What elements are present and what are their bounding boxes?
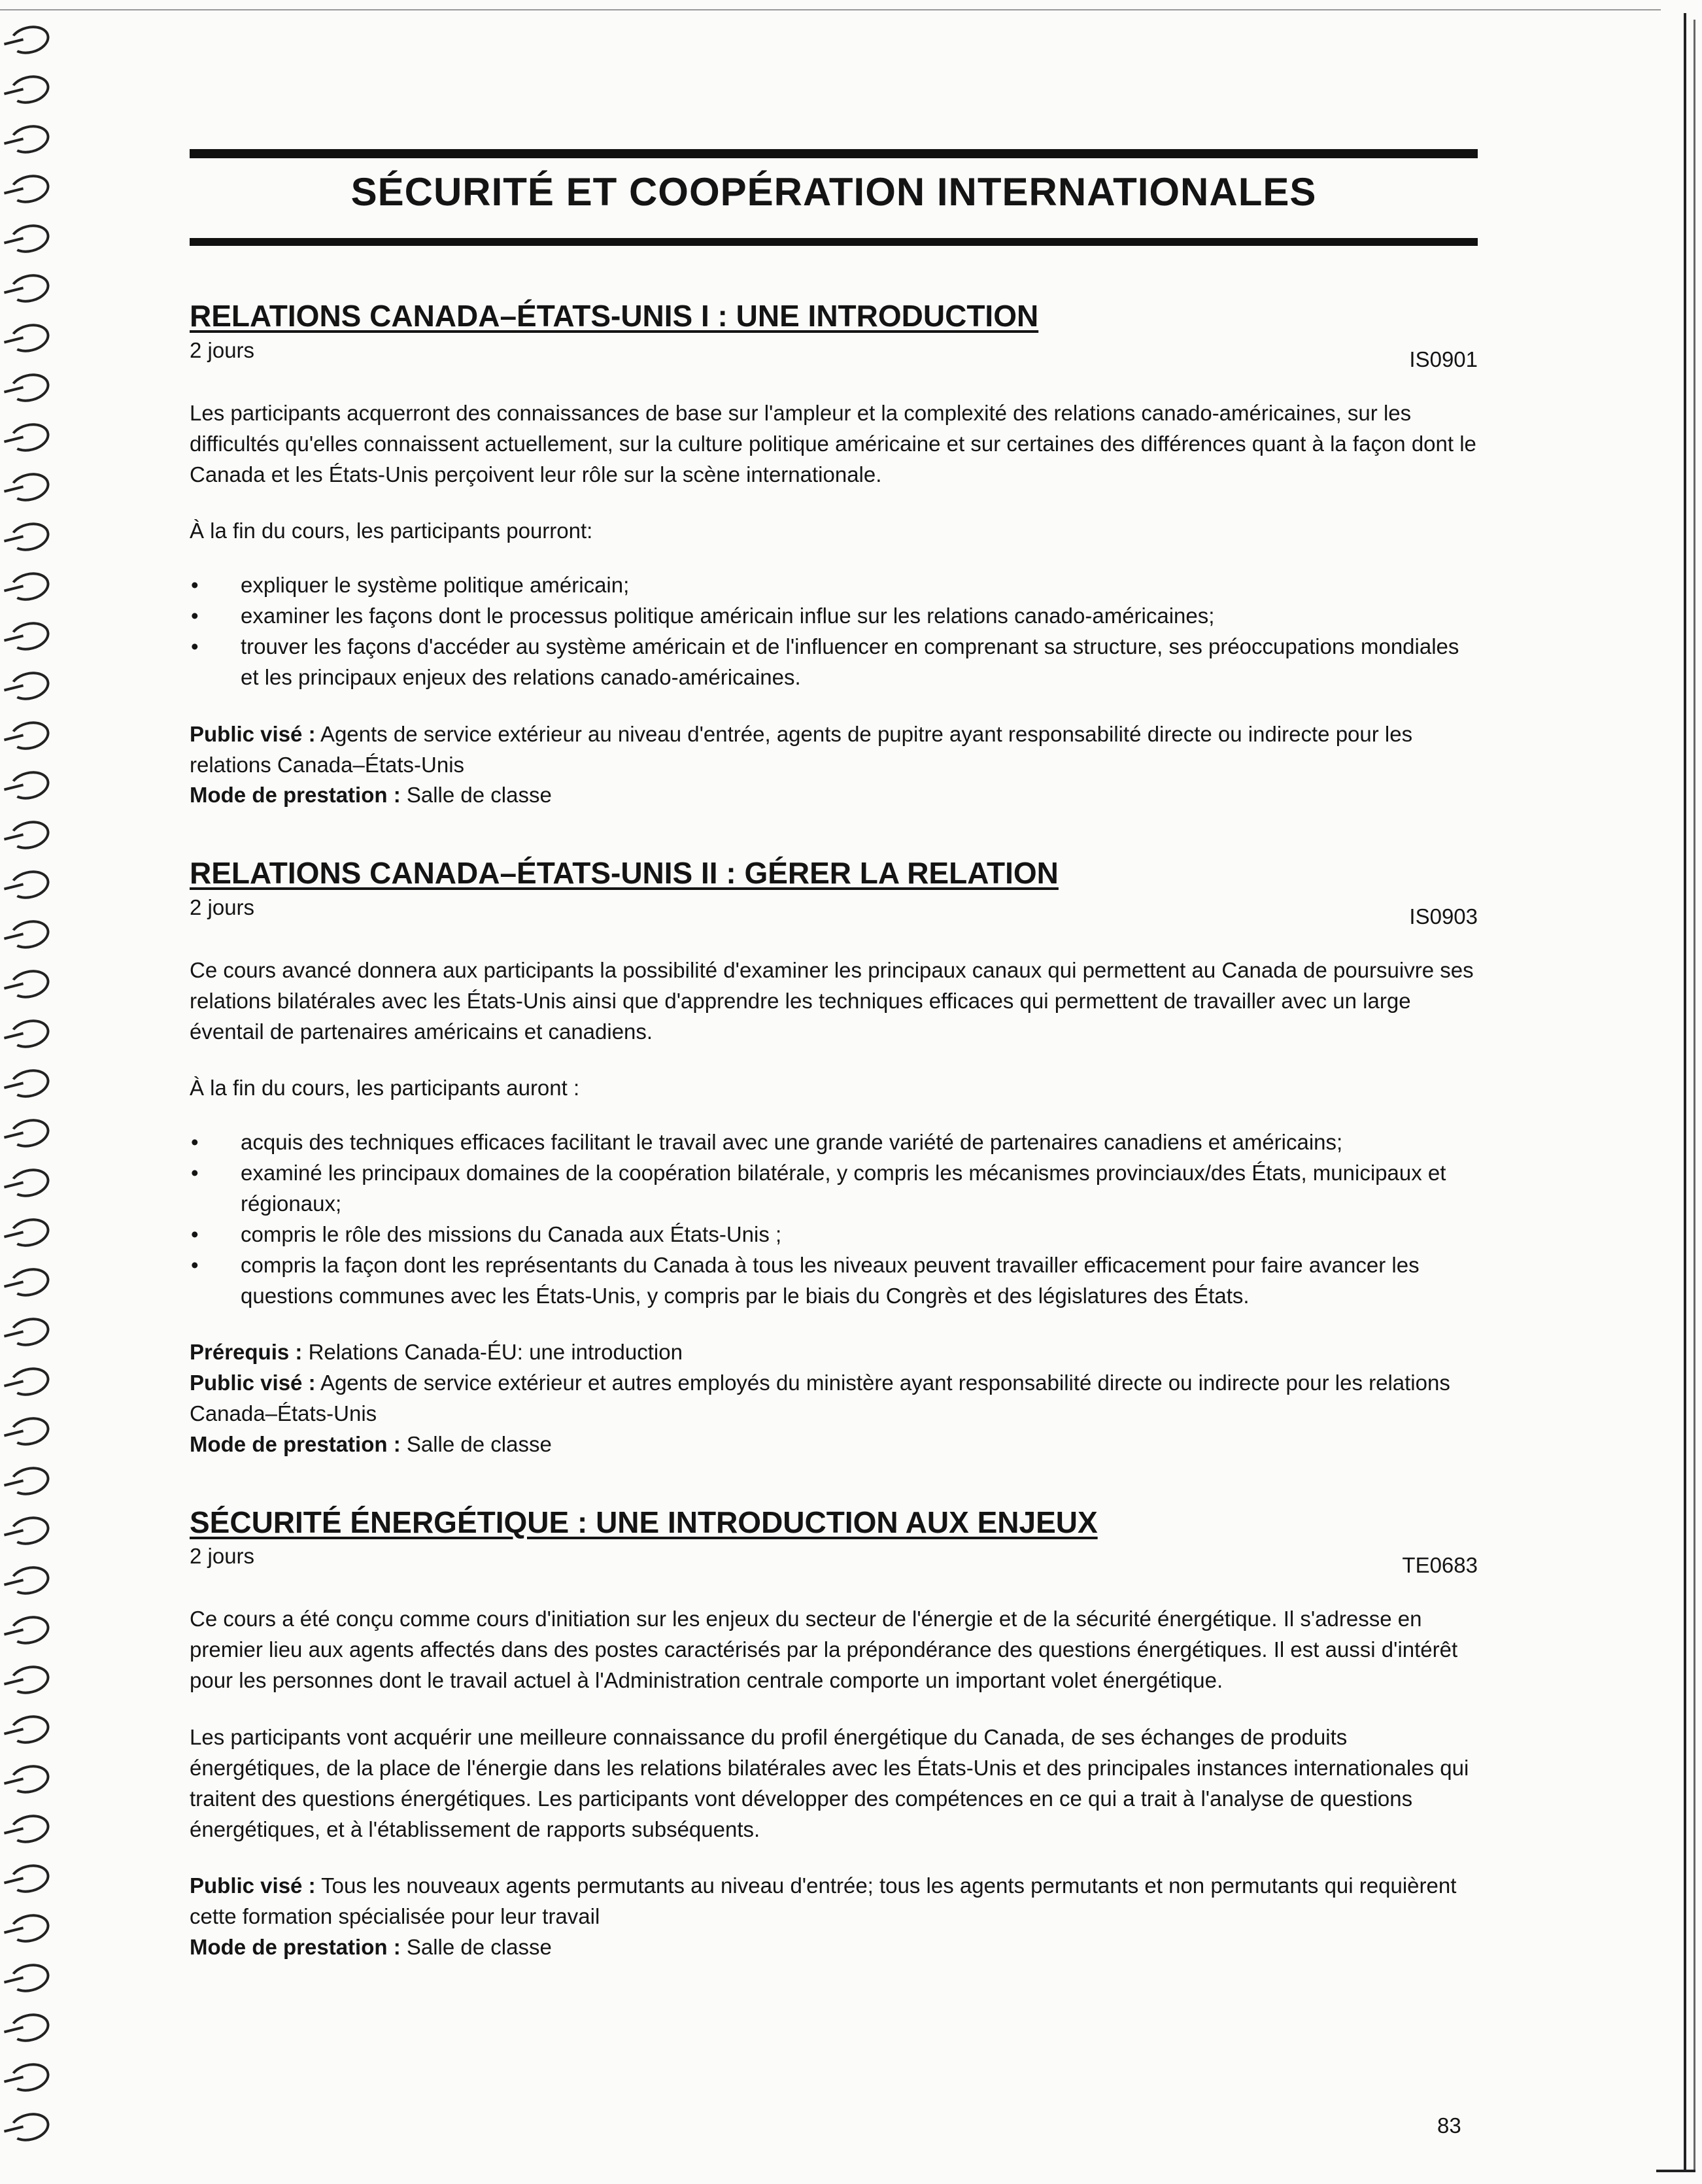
binding-ring — [7, 1811, 52, 1847]
binding-ring — [7, 320, 52, 356]
delivery-row — [190, 780, 1478, 811]
page-top-edge — [0, 9, 1661, 10]
binding-ring — [7, 121, 52, 158]
binding-ring — [7, 220, 52, 257]
binding-ring — [7, 1065, 52, 1102]
course-duration: 2 jours — [190, 895, 255, 919]
binding-ring — [7, 1512, 52, 1549]
binding-ring — [7, 2009, 52, 2046]
course-section — [190, 1506, 1478, 1963]
course-meta — [190, 1544, 1478, 1578]
delivery-value: Salle de classe — [406, 783, 552, 808]
binding-ring — [7, 916, 52, 953]
binding-ring — [7, 1662, 52, 1698]
delivery-value: Salle de classe — [406, 1935, 552, 1960]
course-objectives-list — [190, 570, 1478, 692]
list-item: • compris le rôle des missions du Canada aux États-Unis ; — [190, 1220, 1478, 1250]
binding-ring — [7, 1860, 52, 1897]
list-item: • examiner les façons dont le processus politique américain influe sur les relations canado-américaines; — [190, 601, 1478, 632]
binding-ring — [7, 668, 52, 704]
binding-ring — [7, 1711, 52, 1748]
audience-row — [190, 1871, 1478, 1932]
binding-ring — [7, 2109, 52, 2145]
course-objectives-intro: À la fin du cours, les participants pourront: — [190, 519, 593, 543]
document-page — [190, 149, 1478, 1963]
list-item: • compris la façon dont les représentants du Canada à tous les niveaux peuvent travailler efficacement pour faire avancer les questions communes avec les États-Unis, y compris par le biais du Congrès et des législatures des États. — [190, 1250, 1478, 1312]
course-description-2: Les participants vont acquérir une meilleure connaissance du profil énergétique du Canada, de ses échanges de produits énergétiques, de la place de l'énergie dans les relations bilatérales avec les États-Unis et des principales instances internationales qui traitent des questions énergétiques. Les participants vont développer des compétences en ce qui a trait à l'analyse de questions énergétiques, et à l'établissement de rapports subséquents. — [190, 1725, 1469, 1841]
page-title: SÉCURITÉ ET COOPÉRATION INTERNATIONALES — [350, 170, 1317, 214]
prerequisite-value: Relations Canada-ÉU: une introduction — [308, 1340, 683, 1365]
delivery-label: Mode de prestation : — [190, 783, 401, 808]
binding-ring — [7, 22, 52, 58]
binding-ring — [7, 1314, 52, 1350]
course-code: IS0901 — [1409, 347, 1478, 371]
course-info — [190, 1337, 1478, 1459]
binding-ring — [7, 1612, 52, 1648]
page-number: 83 — [1437, 2113, 1461, 2138]
course-section — [190, 857, 1478, 1460]
binding-ring — [7, 519, 52, 555]
binding-ring — [7, 2059, 52, 2096]
title-rule-bottom — [190, 238, 1478, 246]
binding-ring — [7, 568, 52, 605]
page-right-edge — [1684, 13, 1686, 2171]
binding-ring — [7, 1264, 52, 1301]
prerequisite-row — [190, 1337, 1478, 1368]
binding-ring — [7, 1960, 52, 1996]
list-item: • expliquer le système politique américain; — [190, 570, 1478, 601]
list-item: • trouver les façons d'accéder au système américain et de l'influencer en comprenant sa structure, ses préoccupations mondiales et les principaux enjeux des relations canado-américaines. — [190, 632, 1478, 693]
audience-label: Public visé : — [190, 1873, 316, 1898]
binding-ring — [7, 817, 52, 853]
delivery-row — [190, 1429, 1478, 1460]
binding-ring — [7, 1413, 52, 1450]
binding-ring — [7, 1761, 52, 1798]
binding-ring — [7, 1165, 52, 1201]
binding-ring — [7, 469, 52, 505]
delivery-label: Mode de prestation : — [190, 1935, 401, 1960]
course-meta — [190, 895, 1478, 929]
binding-ring — [7, 767, 52, 804]
delivery-value: Salle de classe — [406, 1432, 552, 1456]
binding-ring — [7, 717, 52, 754]
course-description: Ce cours a été conçu comme cours d'initiation sur les enjeux du secteur de l'énergie et de la sécurité énergétique. Il s'adresse en premier lieu aux agents affectés dans des postes caractérisés par la prépondérance des questions énergétiques. Il est aussi d'intérêt pour les personnes dont le travail actuel à l'Administration centrale comporte un important volet énergétique. — [190, 1607, 1458, 1693]
binding-ring — [7, 1015, 52, 1052]
course-objectives-intro: À la fin du cours, les participants auront : — [190, 1076, 580, 1101]
audience-row — [190, 1368, 1478, 1429]
course-section — [190, 299, 1478, 811]
course-title: RELATIONS CANADA–ÉTATS-UNIS I : UNE INTRODUCTION — [190, 299, 1039, 333]
course-code: IS0903 — [1409, 904, 1478, 929]
course-duration: 2 jours — [190, 337, 255, 362]
course-title: RELATIONS CANADA–ÉTATS-UNIS II : GÉRER LA RELATION — [190, 856, 1059, 891]
spiral-binding — [0, 26, 65, 2171]
binding-ring — [7, 1214, 52, 1251]
course-info — [190, 719, 1478, 811]
binding-ring — [7, 171, 52, 207]
page-right-edge-inner — [1693, 20, 1695, 2171]
binding-ring — [7, 1115, 52, 1152]
course-duration: 2 jours — [190, 1544, 255, 1569]
binding-ring — [7, 270, 52, 307]
audience-label: Public visé : — [190, 1371, 316, 1395]
binding-ring — [7, 1910, 52, 1947]
binding-ring — [7, 419, 52, 456]
delivery-label: Mode de prestation : — [190, 1432, 401, 1456]
list-item: • examiné les principaux domaines de la coopération bilatérale, y compris les mécanismes provinciaux/des États, municipaux et régionaux; — [190, 1158, 1478, 1220]
audience-value: Agents de service extérieur au niveau d'entrée, agents de pupitre ayant responsabilité directe ou indirecte pour les relations Canada–États-Unis — [190, 721, 1413, 777]
course-code: TE0683 — [1402, 1553, 1478, 1578]
course-info — [190, 1871, 1478, 1963]
course-meta — [190, 338, 1478, 372]
audience-row — [190, 719, 1478, 781]
binding-ring — [7, 71, 52, 108]
binding-ring — [7, 618, 52, 655]
binding-ring — [7, 1463, 52, 1499]
list-item: • acquis des techniques efficaces facilitant le travail avec une grande variété de partenaires canadiens et américains; — [190, 1127, 1478, 1158]
binding-ring — [7, 369, 52, 406]
audience-value: Agents de service extérieur et autres employés du ministère ayant responsabilité directe ou indirecte pour les relations Canada–États-Unis — [190, 1371, 1450, 1426]
title-rule-top — [190, 149, 1478, 158]
audience-label: Public visé : — [190, 721, 316, 746]
page-bottom-corner — [1656, 2170, 1695, 2172]
course-objectives-list — [190, 1127, 1478, 1311]
course-description: Ce cours avancé donnera aux participants la possibilité d'examiner les principaux canaux qui permettent au Canada de poursuivre ses relations bilatérales avec les États-Unis ainsi que d'apprendre les techniques efficaces qui permettent de travailler avec un large éventail de partenaires américains et canadiens. — [190, 957, 1474, 1044]
binding-ring — [7, 1363, 52, 1400]
course-title: SÉCURITÉ ÉNERGÉTIQUE : UNE INTRODUCTION AUX ENJEUX — [190, 1505, 1098, 1539]
binding-ring — [7, 966, 52, 1002]
prerequisite-label: Prérequis : — [190, 1340, 303, 1365]
binding-ring — [7, 866, 52, 903]
delivery-row — [190, 1932, 1478, 1963]
binding-ring — [7, 1562, 52, 1599]
audience-value: Tous les nouveaux agents permutants au niveau d'entrée; tous les agents permutants et non permutants qui requièrent cette formation spécialisée pour leur travail — [190, 1873, 1457, 1929]
course-description: Les participants acquerront des connaissances de base sur l'ampleur et la complexité des relations canado-américaines, sur les difficultés qu'elles connaissent actuellement, sur la culture politique américaine et sur certaines des différences quant à la façon dont le Canada et les États-Unis perçoivent leur rôle sur la scène internationale. — [190, 400, 1476, 486]
